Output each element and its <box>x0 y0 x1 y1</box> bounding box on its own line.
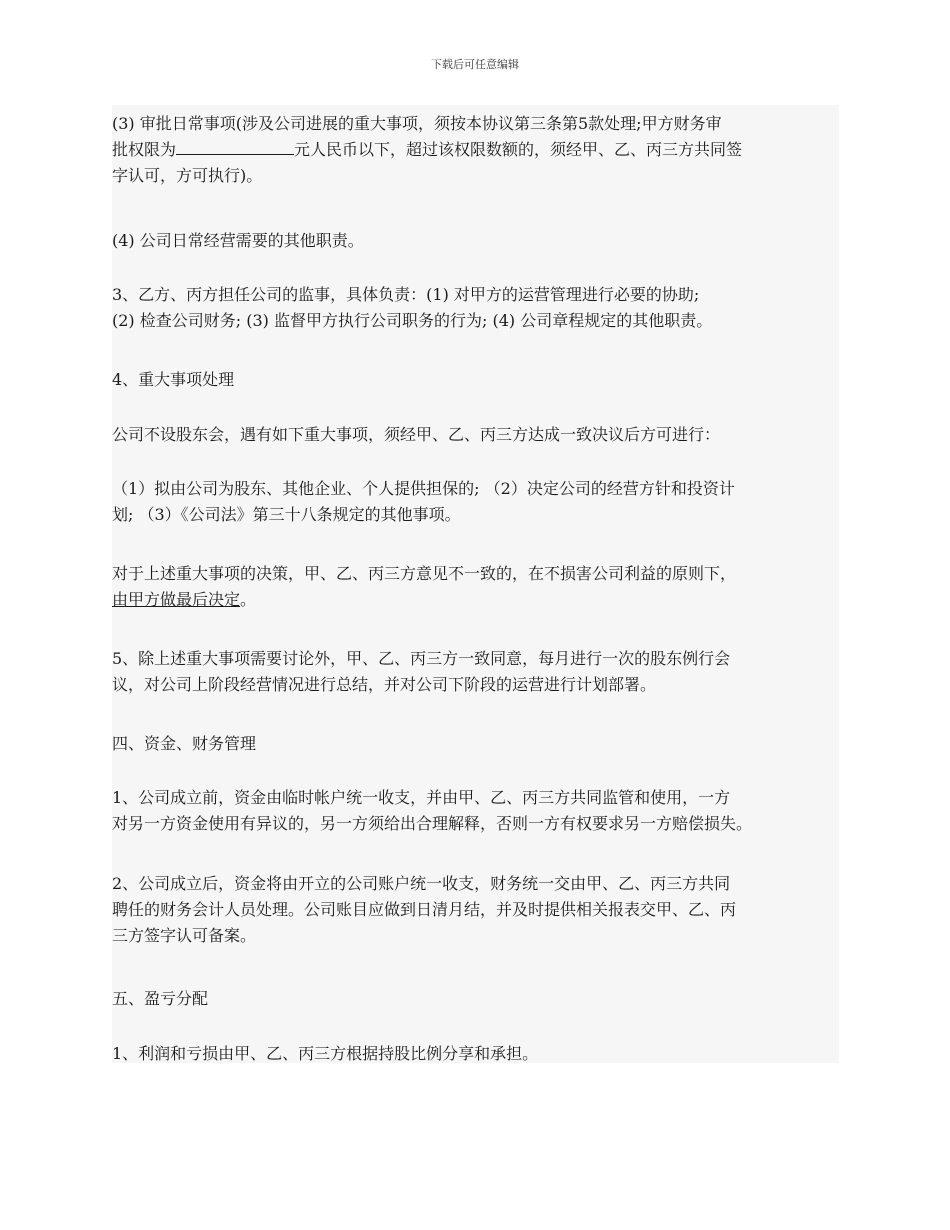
text-line <box>112 137 847 163</box>
blank-fill-line <box>176 137 294 155</box>
section-heading-profit-loss <box>112 986 847 1012</box>
text-segment: 元人民币以下，超过该权限数额的，须经甲、乙、丙三方共同签 <box>294 140 743 159</box>
underlined-text: 由甲方做最后决定 <box>112 590 241 609</box>
paragraph-other-duties <box>112 228 847 254</box>
text-line: （1）拟由公司为股东、其他企业、个人提供担保的; （2）决定公司的经营方针和投资计 <box>112 479 735 498</box>
text-line <box>112 587 847 613</box>
text-line: 字认可，方可执行)。 <box>112 166 263 185</box>
text-line: (2) 检查公司财务; (3) 监督甲方执行公司职务的行为; (4) 公司章程规定的其他职责。 <box>112 311 713 330</box>
text-line: (4) 公司日常经营需要的其他职责。 <box>112 231 364 250</box>
paragraph-before-establishment <box>112 785 847 837</box>
paragraph-decision-rule <box>112 561 847 613</box>
text-line: 1、利润和亏损由甲、乙、丙三方根据持股比例分享和承担。 <box>112 1044 539 1063</box>
text-line: 五、盈亏分配 <box>112 989 209 1008</box>
text-segment: 。 <box>240 590 257 609</box>
paragraph-monthly-meeting <box>112 646 847 698</box>
text-line: 议，对公司上阶段经营情况进行总结，并对公司下阶段的运营进行计划部署。 <box>112 675 657 694</box>
text-line: (3) 审批日常事项(涉及公司进展的重大事项，须按本协议第三条第5款处理;甲方财务审 <box>112 114 722 133</box>
text-segment: 批权限为 <box>112 140 177 159</box>
section-heading-major-matters <box>112 367 847 393</box>
text-line: 聘任的财务会计人员处理。公司账目应做到日清月结，并及时提供相关报表交甲、乙、丙 <box>112 900 737 919</box>
text-line: 三方签字认可备案。 <box>112 926 257 945</box>
paragraph-supervisors <box>112 282 847 334</box>
paragraph-after-establishment <box>112 871 847 949</box>
text-line: 对另一方资金使用有异议的，另一方须给出合理解释，否则一方有权要求另一方赔偿损失。 <box>112 814 753 833</box>
text-line: 对于上述重大事项的决策，甲、乙、丙三方意见不一致的，在不损害公司利益的原则下， <box>112 564 737 583</box>
text-line: 2、公司成立后，资金将由开立的公司账户统一收支，财务统一交由甲、乙、丙三方共同 <box>112 874 731 893</box>
text-line: 4、重大事项处理 <box>112 370 235 389</box>
paragraph-profit-sharing <box>112 1041 847 1067</box>
document-body <box>112 105 839 1063</box>
text-line: 5、除上述重大事项需要讨论外，甲、乙、丙三方一致同意，每月进行一次的股东例行会 <box>112 649 731 668</box>
paragraph-no-shareholder-meeting <box>112 422 847 448</box>
text-line: 划; （3）《公司法》第三十八条规定的其他事项。 <box>112 505 461 524</box>
text-line: 四、资金、财务管理 <box>112 734 257 753</box>
page-header: 下载后可任意编辑 <box>431 58 519 71</box>
text-line: 公司不设股东会，遇有如下重大事项，须经甲、乙、丙三方达成一致决议后方可进行： <box>112 425 721 444</box>
section-heading-finance <box>112 731 847 757</box>
paragraph-approval-limits <box>112 111 847 189</box>
text-line: 3、乙方、丙方担任公司的监事，具体负责：(1) 对甲方的运营管理进行必要的协助; <box>112 285 700 304</box>
text-line: 1、公司成立前，资金由临时帐户统一收支，并由甲、乙、丙三方共同监管和使用，一方 <box>112 788 731 807</box>
paragraph-major-matters-list <box>112 476 847 528</box>
